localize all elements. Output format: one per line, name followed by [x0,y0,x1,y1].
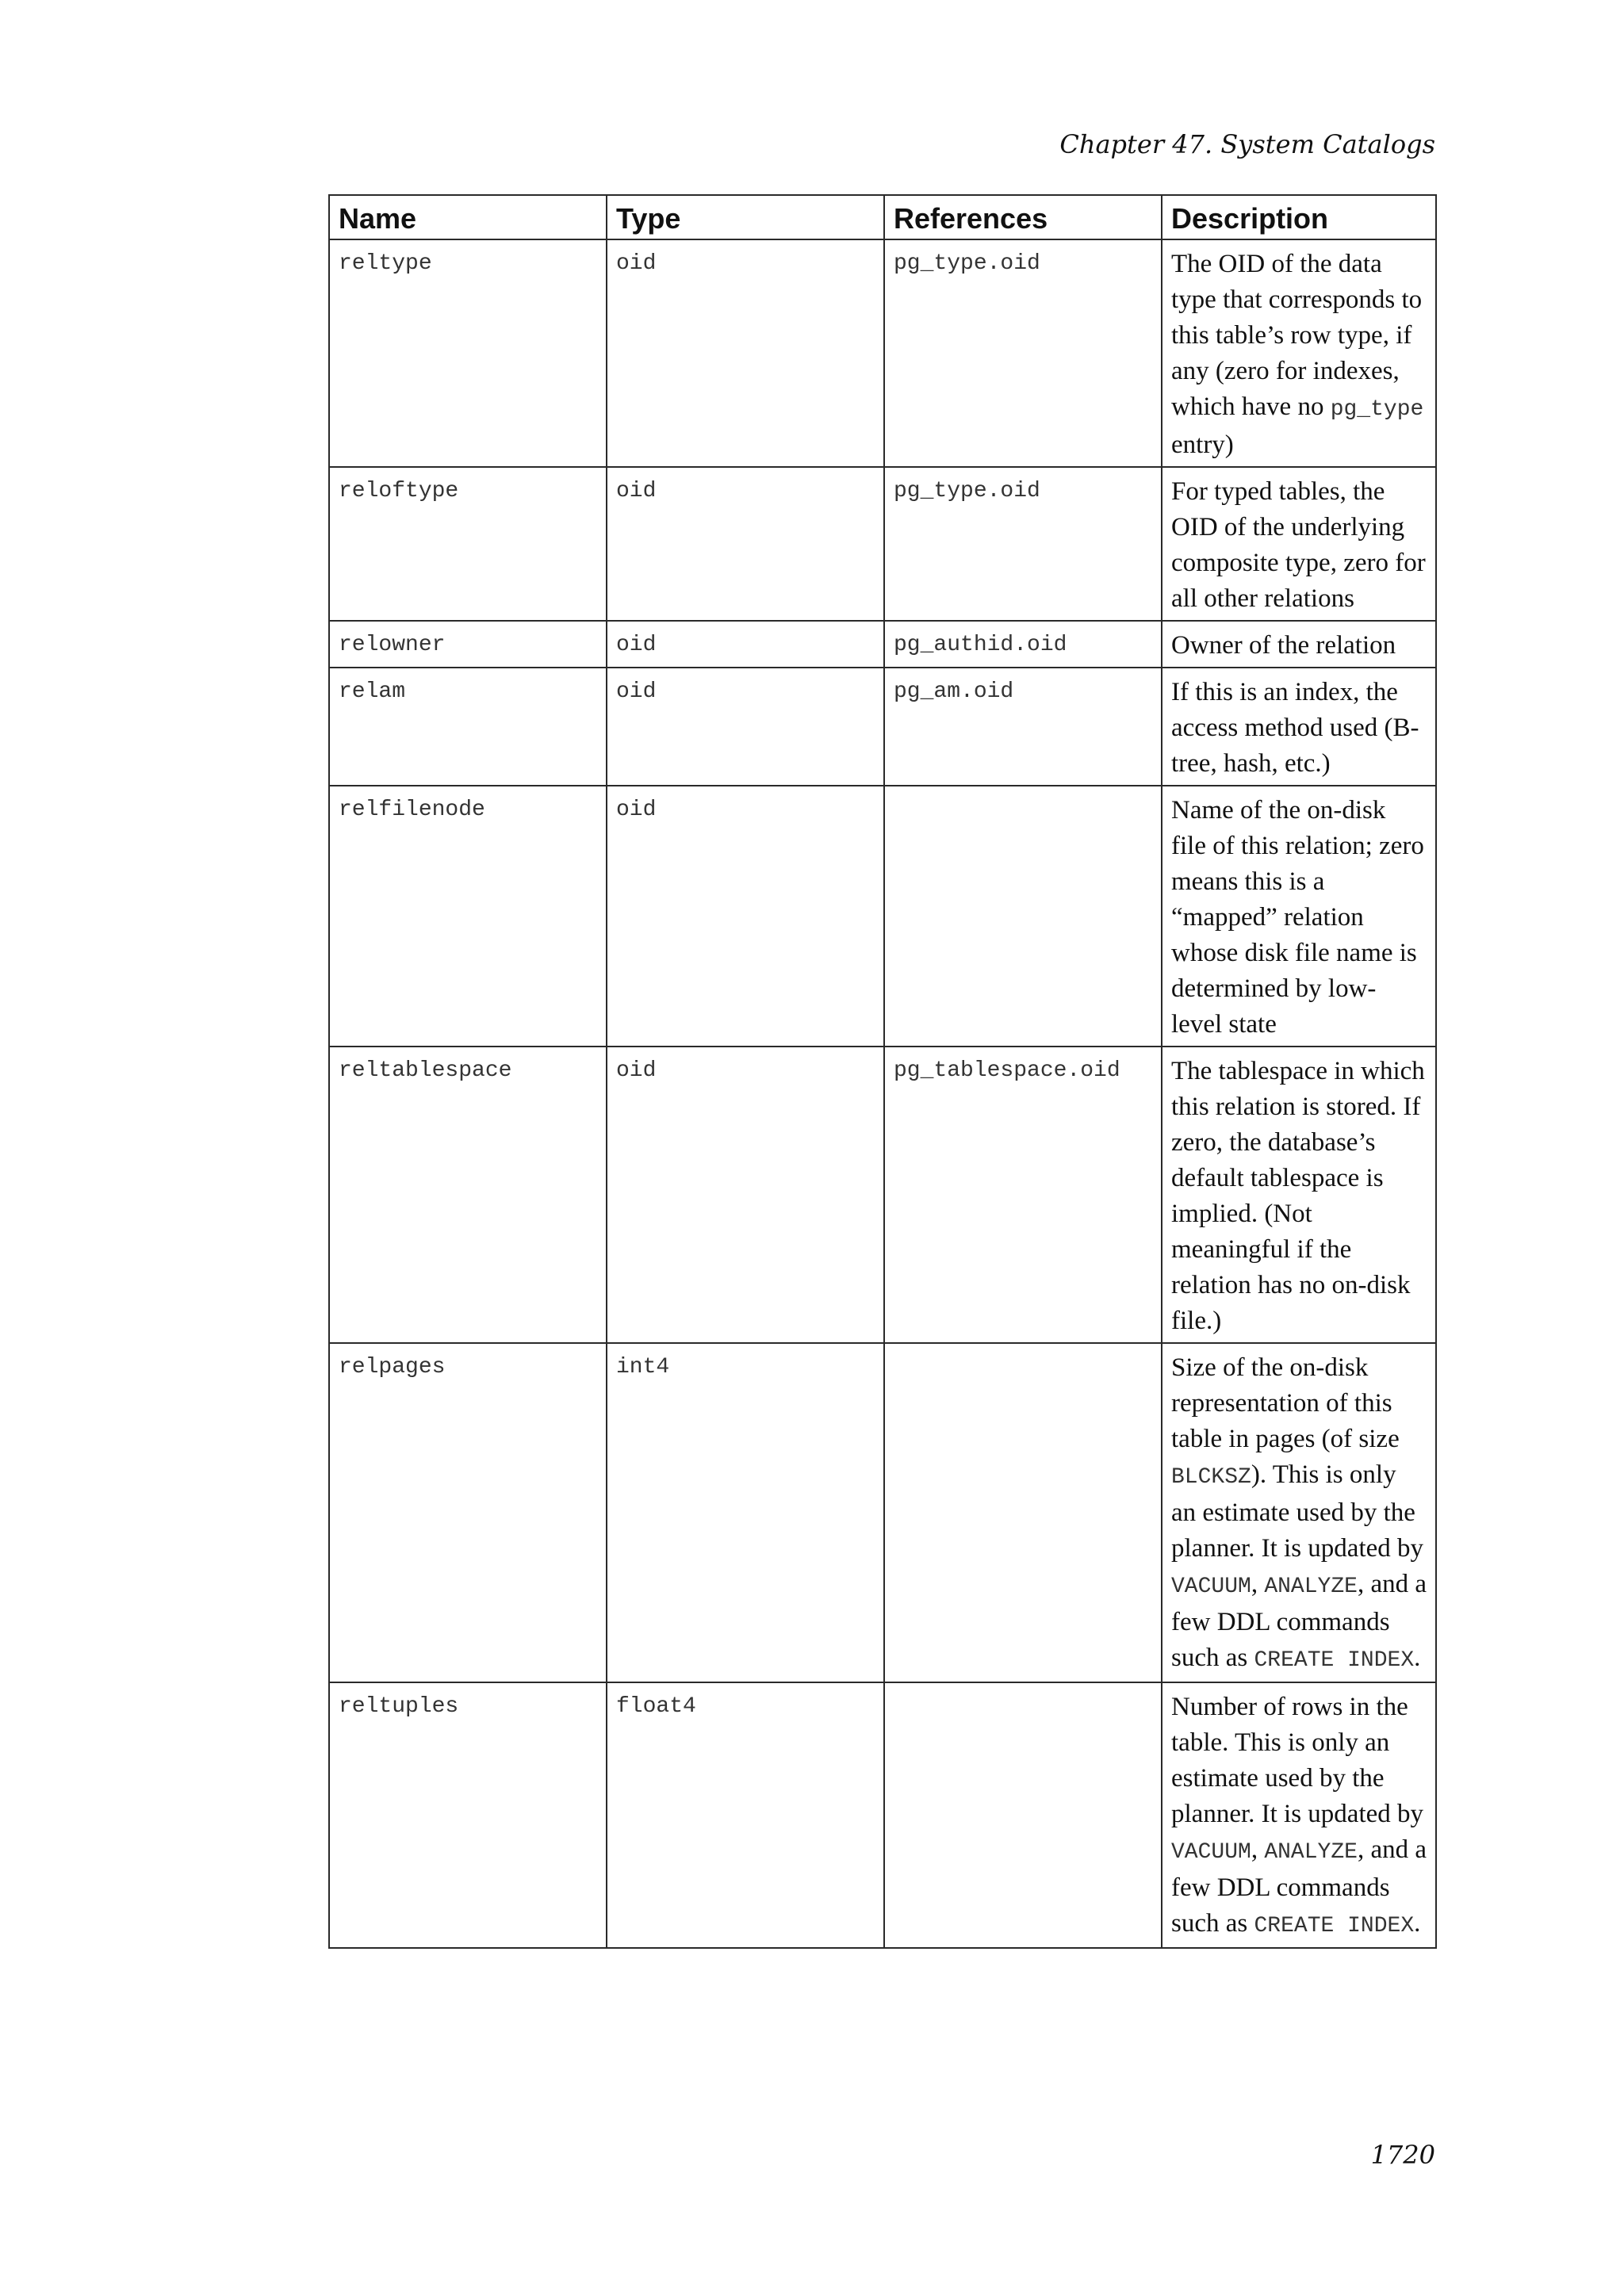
cell-description [1162,1682,1436,1948]
pg-class-columns-table [328,194,1437,1949]
inline-code: ANALYZE [1264,1575,1358,1599]
inline-code: pg_type [1330,397,1424,422]
cell-references: pg_authid.oid [884,621,1162,668]
cell-name: reloftype [329,467,607,621]
table-row [329,467,1436,621]
table-row [329,1682,1436,1948]
cell-references [884,1343,1162,1682]
description-text: Name of the on-disk file of this relation; zero means this is a “mapped” relation whose disk file name is determined by low-level state [1171,796,1424,1039]
table-row [329,1047,1436,1343]
description-text: If this is an index, the access method used (B-tree, hash, etc.) [1171,678,1419,778]
inline-code: VACUUM [1171,1840,1251,1865]
description-text: , [1251,1570,1265,1598]
cell-description [1162,621,1436,668]
cell-type: oid [607,239,884,467]
cell-type: oid [607,621,884,668]
description-text: The tablespace in which this relation is stored. If zero, the database’s default tablespace is implied. (Not meaningful if the relation has no on-disk file.) [1171,1057,1425,1335]
table-row [329,621,1436,668]
cell-type: oid [607,668,884,786]
cell-type: oid [607,786,884,1047]
cell-name: relowner [329,621,607,668]
table-row [329,668,1436,786]
cell-type: float4 [607,1682,884,1948]
cell-references [884,786,1162,1047]
cell-type: int4 [607,1343,884,1682]
table-row [329,786,1436,1047]
table-row [329,239,1436,467]
cell-name: relpages [329,1343,607,1682]
description-text: . [1414,1644,1421,1672]
cell-references [884,1682,1162,1948]
cell-references: pg_type.oid [884,239,1162,467]
description-text: , and a few DDL commands such as [1171,1570,1427,1672]
column-header-type: Type [607,195,884,239]
table-row [329,1343,1436,1682]
cell-description [1162,467,1436,621]
page-header-chapter-title: Chapter 47. System Catalogs [1059,129,1435,159]
table-body [329,239,1436,1948]
cell-description [1162,668,1436,786]
description-text: . [1414,1909,1421,1938]
inline-code: CREATE INDEX [1254,1914,1415,1938]
cell-name: relfilenode [329,786,607,1047]
cell-type: oid [607,467,884,621]
page-number: 1720 [1370,2140,1435,2170]
table-header-row [329,195,1436,239]
description-text: , and a few DDL commands such as [1171,1835,1427,1938]
cell-description [1162,1343,1436,1682]
cell-type: oid [607,1047,884,1343]
description-text: , [1251,1835,1265,1864]
description-text: Number of rows in the table. This is only an estimate used by the planner. It is updated by [1171,1693,1424,1828]
cell-references: pg_type.oid [884,467,1162,621]
cell-name: reltablespace [329,1047,607,1343]
description-text: Owner of the relation [1171,631,1396,660]
cell-references: pg_am.oid [884,668,1162,786]
column-header-name: Name [329,195,607,239]
inline-code: BLCKSZ [1171,1465,1251,1490]
column-header-references: References [884,195,1162,239]
description-text: ). This is only an estimate used by the planner. It is updated by [1171,1460,1424,1563]
cell-name: reltype [329,239,607,467]
inline-code: CREATE INDEX [1254,1648,1415,1673]
cell-references: pg_tablespace.oid [884,1047,1162,1343]
column-header-description: Description [1162,195,1436,239]
cell-description [1162,239,1436,467]
description-text: Size of the on-disk representation of this table in pages (of size [1171,1353,1400,1453]
description-text: The OID of the data type that corresponds to this table’s row type, if any (zero for indexes, which have no [1171,250,1423,421]
inline-code: ANALYZE [1264,1840,1358,1865]
cell-description [1162,1047,1436,1343]
description-text: For typed tables, the OID of the underlying composite type, zero for all other relations [1171,477,1426,613]
cell-name: relam [329,668,607,786]
description-text: entry) [1171,430,1234,459]
inline-code: VACUUM [1171,1575,1251,1599]
cell-description [1162,786,1436,1047]
cell-name: reltuples [329,1682,607,1948]
